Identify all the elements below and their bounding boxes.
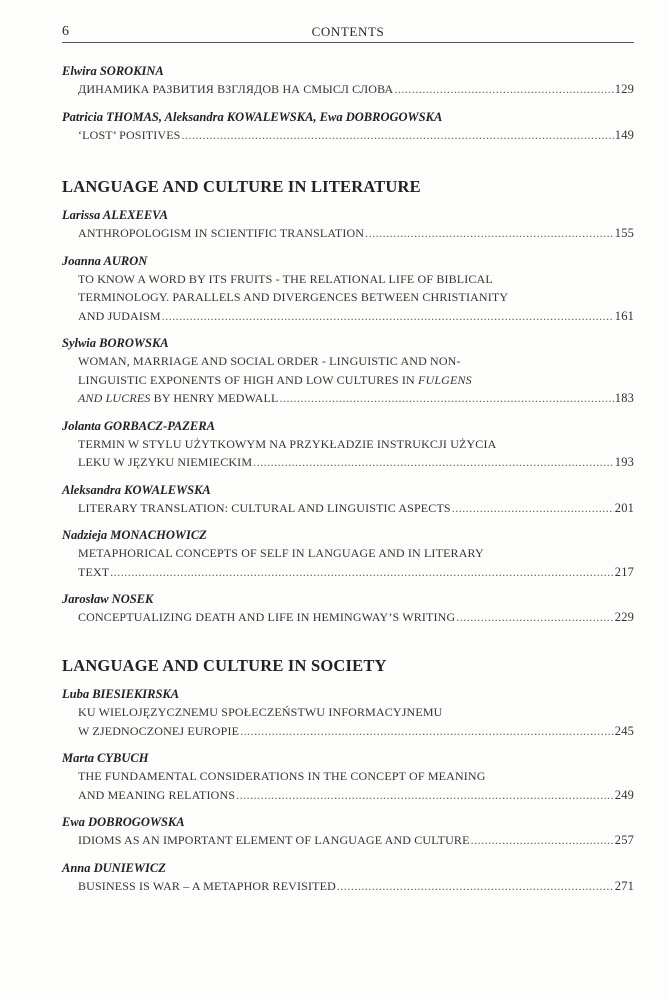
toc-entry[interactable] [62, 417, 634, 472]
entry-title: TEXT [78, 564, 110, 579]
entry-title-text: BY HENRY MEDWALL [150, 391, 279, 405]
entry-author: Anna DUNIEWICZ [62, 860, 166, 875]
entry-author: Elwira SOROKINA [62, 64, 164, 78]
leader-dots [471, 831, 614, 850]
toc-entry[interactable] [62, 859, 634, 896]
leader-dots [110, 563, 614, 582]
entry-title [78, 389, 279, 408]
entry-title: W ZJEDNOCZONEJ EUROPIE [78, 723, 240, 738]
entry-title-line: TO KNOW A WORD BY ITS FRUITS - THE RELATIONAL LIFE OF BIBLICAL [78, 271, 493, 286]
entry-author: Patricia THOMAS, Aleksandra KOWALEWSKA, Ewa DOBROGOWSKA [62, 109, 443, 124]
running-title: CONTENTS [311, 24, 385, 39]
entry-page: 149 [614, 127, 634, 142]
section-heading: LANGUAGE AND CULTURE IN LITERATURE [62, 177, 421, 196]
toc-entry[interactable] [62, 334, 634, 408]
section-society [62, 655, 634, 904]
leader-dots [236, 786, 614, 805]
entry-title-line: TERMIN W STYLU UŻYTKOWYM NA PRZYKŁADZIE INSTRUKCJI UŻYCIA [78, 436, 497, 451]
running-header [62, 22, 634, 43]
leader-dots [365, 224, 614, 243]
leader-dots [240, 722, 614, 741]
entry-author: Aleksandra KOWALEWSKA [62, 482, 211, 497]
entry-page: 249 [614, 787, 634, 802]
entry-title: LITERARY TRANSLATION: CULTURAL AND LINGUISTIC ASPECTS [78, 500, 451, 515]
entry-title-line: METAPHORICAL CONCEPTS OF SELF IN LANGUAGE AND IN LITERARY [78, 546, 484, 560]
toc-entry[interactable] [62, 108, 634, 145]
toc-entry[interactable] [62, 252, 634, 326]
entry-author: Jolanta GORBACZ-PAZERA [62, 418, 215, 433]
entry-title-line: KU WIELOJĘZYCZNEMU SPOŁECZEŃSTWU INFORMACYJNEMU [78, 705, 443, 719]
entry-author: Ewa DOBROGOWSKA [62, 815, 185, 829]
toc-entry[interactable] [62, 481, 634, 518]
entry-title-text: LINGUISTIC EXPONENTS OF HIGH AND LOW CULTURES IN [78, 372, 419, 387]
entry-title-line [78, 371, 634, 390]
entry-title: IDIOMS AS AN IMPORTANT ELEMENT OF LANGUAGE AND CULTURE [78, 833, 470, 847]
toc-entry[interactable] [62, 813, 634, 850]
section-literature [62, 176, 634, 636]
entry-author: Joanna AURON [62, 253, 148, 268]
entry-author: Luba BIESIEKIRSKA [62, 687, 180, 701]
leader-dots [162, 307, 614, 326]
entry-page: 245 [614, 723, 634, 738]
entry-page: 129 [614, 82, 634, 96]
toc-entry[interactable] [62, 685, 634, 740]
leader-dots [456, 608, 614, 627]
entry-title-italic: FULGENS [418, 372, 472, 387]
entry-title: ДИНАМИКА РАЗВИТИЯ ВЗГЛЯДОВ НА СМЫСЛ СЛОВА [78, 82, 394, 96]
entry-author: Marta CYBUCH [62, 751, 149, 765]
entry-title: CONCEPTUALIZING DEATH AND LIFE IN HEMINGWAY’S WRITING [78, 610, 456, 624]
entry-page: 155 [614, 226, 634, 240]
toc-entry[interactable] [62, 62, 634, 99]
entry-title: AND JUDAISM [78, 308, 161, 323]
entry-title-line: THE FUNDAMENTAL CONSIDERATIONS IN THE CONCEPT OF MEANING [78, 769, 486, 783]
entry-page: 257 [614, 833, 634, 847]
entry-page: 217 [614, 564, 634, 579]
entry-title: BUSINESS IS WAR – A METAPHOR REVISITED [78, 878, 336, 893]
entry-page: 229 [614, 610, 634, 624]
entry-title: ‘LOST’ POSITIVES [78, 127, 181, 142]
entry-title-line: TERMINOLOGY. PARALLELS AND DIVERGENCES BETWEEN CHRISTIANITY [78, 290, 509, 304]
toc-entry[interactable] [62, 749, 634, 804]
leader-dots [394, 80, 613, 99]
entry-author: Larissa ALEXEEVA [62, 208, 168, 222]
entry-page: 183 [614, 391, 634, 405]
leader-dots [337, 877, 614, 896]
entry-page: 271 [614, 878, 634, 893]
toc-entry[interactable] [62, 590, 634, 627]
leader-dots [452, 499, 614, 518]
entry-page: 201 [614, 500, 634, 515]
leader-dots [280, 389, 614, 408]
entry-title: LEKU W JĘZYKU NIEMIECKIM [78, 455, 253, 469]
entry-title: ANTHROPOLOGISM IN SCIENTIFIC TRANSLATION [78, 226, 365, 240]
toc-entry[interactable] [62, 526, 634, 581]
entry-title: AND MEANING RELATIONS [78, 787, 236, 802]
section-heading: LANGUAGE AND CULTURE IN SOCIETY [62, 656, 387, 675]
leader-dots [253, 453, 614, 472]
leader-dots [182, 126, 614, 145]
entry-title-italic: AND LUCRES [78, 391, 151, 405]
entry-author: Nadzieja MONACHOWICZ [62, 528, 207, 542]
page-number: 6 [62, 24, 69, 39]
entry-author: Jarosław NOSEK [62, 592, 154, 606]
entry-title-line: WOMAN, MARRIAGE AND SOCIAL ORDER - LINGUISTIC AND NON- [78, 354, 461, 368]
toc-continuation [62, 62, 634, 153]
toc-entry[interactable] [62, 206, 634, 243]
entry-page: 161 [614, 308, 634, 323]
entry-author: Sylwia BOROWSKA [62, 336, 169, 350]
entry-page: 193 [614, 455, 634, 469]
